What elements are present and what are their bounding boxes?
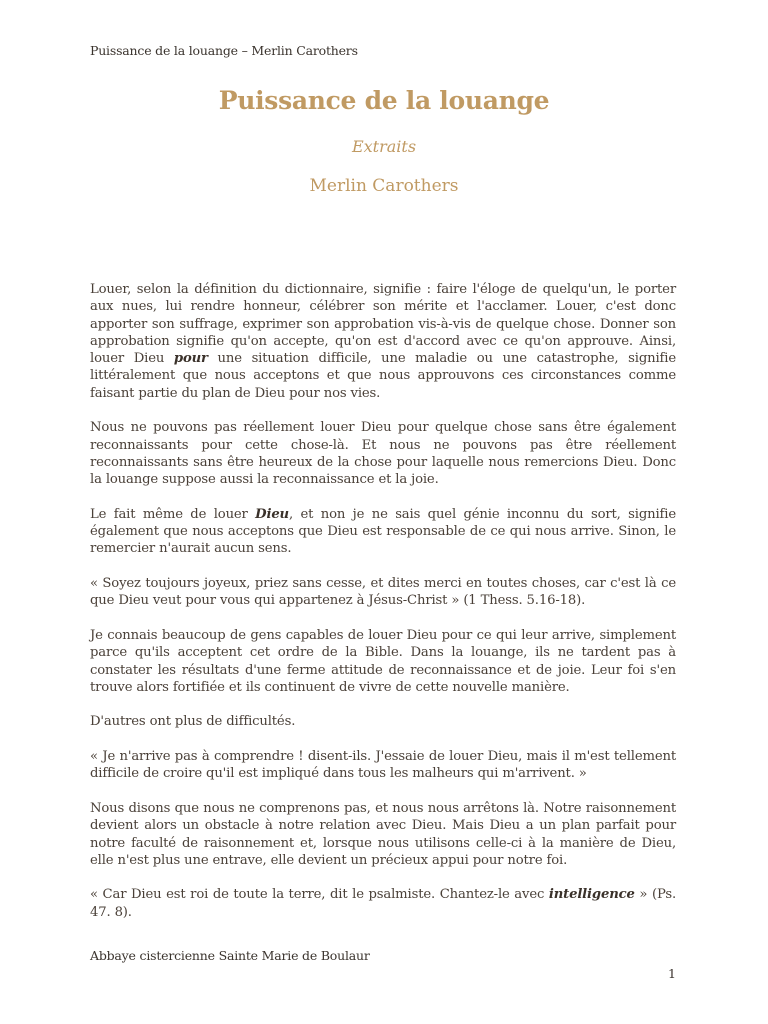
document-author: Merlin Carothers xyxy=(309,176,459,196)
emphasis-intelligence: intelligence xyxy=(548,887,635,903)
paragraph-3: Le fait même de louer Dieu, et non je ne sais quel génie inconnu du sort, signifie également que nous acceptons que Dieu est responsable de ce qui nous arrive. Sinon, le remercier n'aurait aucun sens. xyxy=(90,506,676,557)
paragraph-9: « Car Dieu est roi de toute la terre, dit le psalmiste. Chantez-le avec intelligence » (Ps. 47. 8). xyxy=(90,887,676,920)
running-footer: Abbaye cistercienne Sainte Marie de Boulaur xyxy=(90,948,370,963)
paragraph-5: Je connais beaucoup de gens capables de louer Dieu pour ce qui leur arrive, simplement parce qu'ils acceptent cet ordre de la Bible. Dans la louange, ils ne tardent pas à constater les résultats d'une ferme attitude de reconnaissance et de joie. Leur foi s'en trouve alors fortifiée et ils continuent de vivre de cette nouvelle manière. xyxy=(90,627,676,695)
emphasis-pour: pour xyxy=(173,351,208,367)
document-subtitle: Extraits xyxy=(351,137,417,156)
paragraph-6: D'autres ont plus de difficultés. xyxy=(90,714,296,730)
document-title: Puissance de la louange xyxy=(218,86,550,115)
emphasis-dieu: Dieu xyxy=(255,506,289,522)
page-number: 1 xyxy=(668,966,676,981)
running-header: Puissance de la louange – Merlin Carothers xyxy=(90,43,358,58)
paragraph-4: « Soyez toujours joyeux, priez sans cesse, et dites merci en toutes choses, car c'est là ce que Dieu veut pour vous qui appartenez à Jésus-Christ » (1 Thess. 5.16-18). xyxy=(90,576,676,609)
body-text xyxy=(90,281,676,938)
paragraph-8: Nous disons que nous ne comprenons pas, et nous nous arrêtons là. Notre raisonnement devient alors un obstacle à notre relation avec Dieu. Mais Dieu a un plan parfait pour notre faculté de raisonnement et, lorsque nous utilisons celle-ci à la manière de Dieu, elle n'est plus une entrave, elle devient un précieux appui pour notre foi. xyxy=(90,800,676,868)
paragraph-2: Nous ne pouvons pas réellement louer Dieu pour quelque chose sans être également reconnaissants pour cette chose-là. Et nous ne pouvons pas être réellement reconnaissants sans être heureux de la chose pour laquelle nous remercions Dieu. Donc la louange suppose aussi la reconnaissance et la joie. xyxy=(90,420,676,488)
paragraph-7: « Je n'arrive pas à comprendre ! disent-ils. J'essaie de louer Dieu, mais il m'est tellement difficile de croire qu'il est impliqué dans tous les malheurs qui m'arrivent. » xyxy=(90,749,676,782)
paragraph-1: Louer, selon la définition du dictionnaire, signifie : faire l'éloge de quelqu'un, le porter aux nues, lui rendre honneur, célébrer son mérite et l'acclamer. Louer, c'est donc apporter son suffrage, exprimer son approbation vis-à-vis de quelque chose. Donner son approbation signifie qu'on accepte, qu'on est d'accord avec ce qu'on approuve. Ainsi, louer Dieu pour une situation difficile, une maladie ou une catastrophe, signifie littéralement que nous acceptons et que nous approuvons ces circonstances comme faisant partie du plan de Dieu pour nos vies. xyxy=(90,282,676,401)
